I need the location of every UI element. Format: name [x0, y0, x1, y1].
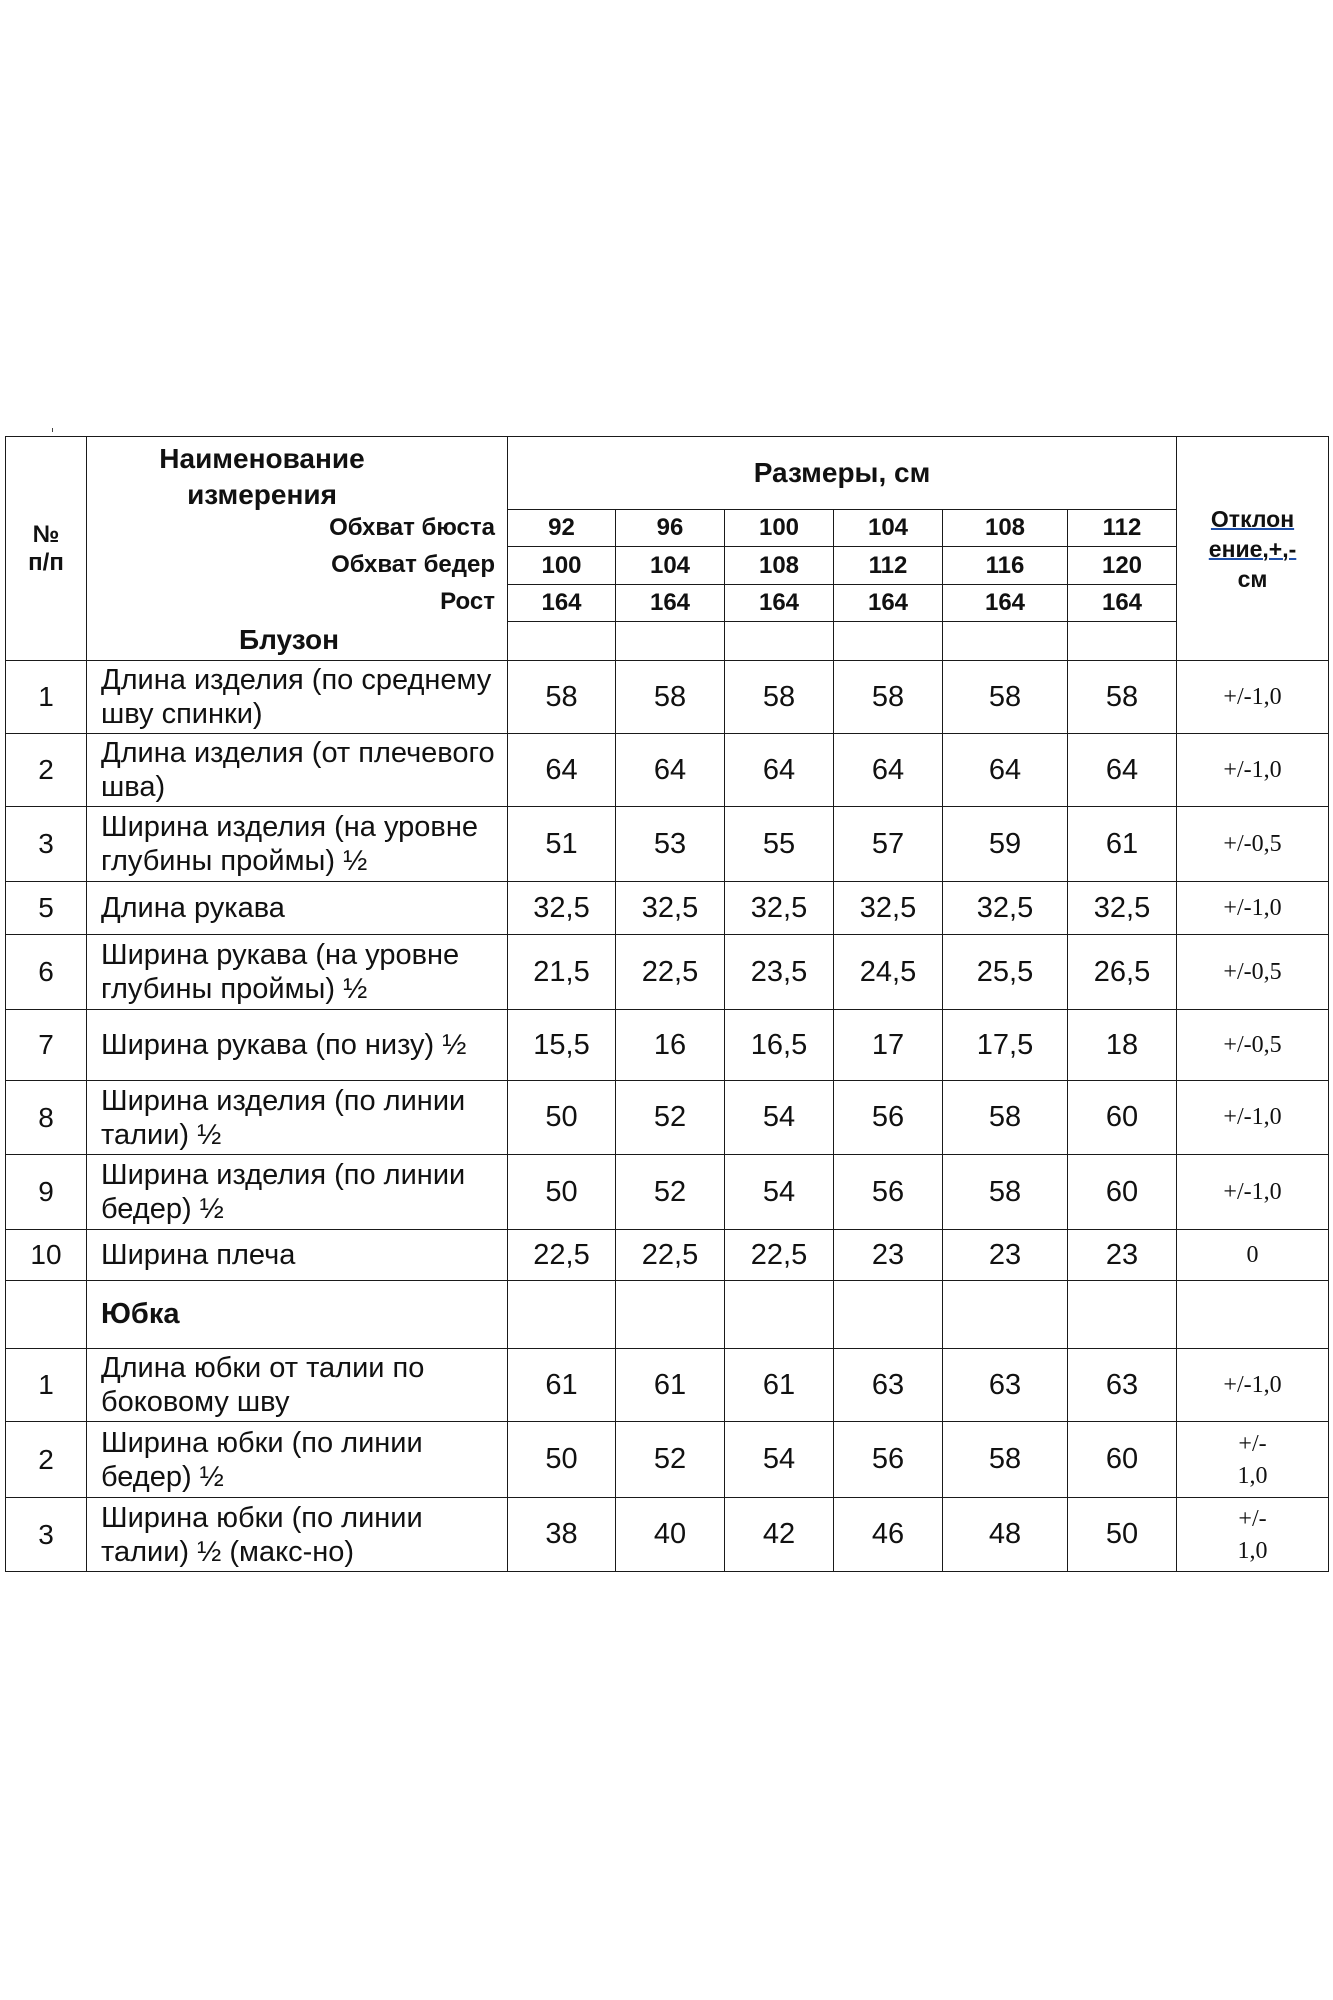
row-number: 7	[6, 1010, 87, 1081]
header-bust-label: Обхват бюста	[329, 514, 495, 541]
size-value: 23	[1068, 1230, 1177, 1281]
table-row	[6, 1155, 1329, 1230]
size-value: 52	[616, 1422, 725, 1498]
size-value: 23	[834, 1230, 943, 1281]
blank-cell	[616, 1281, 725, 1349]
tolerance-text: +/- 1,0	[1237, 1430, 1268, 1489]
bust-value: 112	[1068, 509, 1177, 547]
measurement-name: Длина изделия (по среднему шву спинки)	[87, 661, 508, 734]
section-header-row	[6, 1281, 1329, 1349]
size-value: 16,5	[725, 1010, 834, 1081]
table-row	[6, 1498, 1329, 1572]
size-value: 54	[725, 1422, 834, 1498]
size-value: 22,5	[725, 1230, 834, 1281]
size-value: 58	[834, 661, 943, 734]
tolerance-value: +/-1,0	[1177, 1349, 1329, 1422]
hips-value: 108	[725, 547, 834, 585]
size-value: 24,5	[834, 935, 943, 1010]
row-number: 10	[6, 1230, 87, 1281]
measurement-name: Ширина изделия (по линии бедер) ½	[87, 1155, 508, 1230]
tolerance-header	[1177, 437, 1329, 661]
bust-value: 100	[725, 509, 834, 547]
blank-cell	[725, 1281, 834, 1349]
height-value: 164	[834, 584, 943, 622]
blank-cell	[6, 1281, 87, 1349]
size-value: 58	[943, 1422, 1068, 1498]
tolerance-label-1: Отклон	[1210, 505, 1295, 532]
size-value: 50	[508, 1081, 616, 1155]
row-number: 8	[6, 1081, 87, 1155]
size-value: 64	[725, 734, 834, 807]
row-number: 2	[6, 1422, 87, 1498]
hips-value: 112	[834, 547, 943, 585]
size-value: 26,5	[1068, 935, 1177, 1010]
tolerance-value: +/-1,0	[1177, 882, 1329, 935]
measurement-name: Длина рукава	[87, 882, 508, 935]
size-value: 46	[834, 1498, 943, 1572]
size-value: 32,5	[834, 882, 943, 935]
size-value: 54	[725, 1081, 834, 1155]
tolerance-value: 0	[1177, 1230, 1329, 1281]
size-value: 55	[725, 807, 834, 882]
table-row	[6, 1230, 1329, 1281]
height-value: 164	[943, 584, 1068, 622]
num-header	[6, 437, 87, 661]
measurement-name: Ширина изделия (по линии талии) ½	[87, 1081, 508, 1155]
size-value: 22,5	[616, 1230, 725, 1281]
blank-cell	[1177, 1281, 1329, 1349]
table-row	[6, 1422, 1329, 1498]
size-value: 15,5	[508, 1010, 616, 1081]
sizes-header: Размеры, см	[508, 437, 1177, 510]
size-value: 42	[725, 1498, 834, 1572]
size-value: 58	[725, 661, 834, 734]
size-value: 61	[616, 1349, 725, 1422]
tolerance-value: +/-1,0	[1177, 734, 1329, 807]
size-value: 58	[508, 661, 616, 734]
table-row	[6, 807, 1329, 882]
blank-cell	[943, 1281, 1068, 1349]
size-value: 52	[616, 1155, 725, 1230]
size-value: 56	[834, 1081, 943, 1155]
size-value: 25,5	[943, 935, 1068, 1010]
table-body	[6, 437, 1329, 1572]
size-value: 63	[834, 1349, 943, 1422]
tolerance-value: +/-1,0	[1177, 1081, 1329, 1155]
size-value: 50	[508, 1422, 616, 1498]
tolerance-text: +/- 1,0	[1237, 1505, 1268, 1564]
bust-value: 96	[616, 509, 725, 547]
header-hips-label: Обхват бедер	[331, 551, 495, 578]
size-value: 57	[834, 807, 943, 882]
size-value: 61	[725, 1349, 834, 1422]
hips-value: 104	[616, 547, 725, 585]
measurement-name: Ширина юбки (по линии талии) ½ (макс-но)	[87, 1498, 508, 1572]
size-value: 48	[943, 1498, 1068, 1572]
size-value: 51	[508, 807, 616, 882]
size-value: 58	[616, 661, 725, 734]
size-value: 40	[616, 1498, 725, 1572]
section-title-blouson: Блузон	[239, 624, 339, 655]
blank-cell	[1068, 1281, 1177, 1349]
measurement-name: Ширина рукава (на уровне глубины проймы) ½	[87, 935, 508, 1010]
blank-cell	[725, 622, 834, 661]
section-title-skirt: Юбка	[87, 1281, 508, 1349]
size-value: 58	[943, 661, 1068, 734]
name-header	[87, 437, 508, 661]
hips-value: 120	[1068, 547, 1177, 585]
header-height-label: Рост	[440, 588, 495, 615]
size-value: 22,5	[616, 935, 725, 1010]
size-value: 56	[834, 1155, 943, 1230]
blank-cell	[508, 1281, 616, 1349]
tolerance-value: +/-0,5	[1177, 1010, 1329, 1081]
row-number: 5	[6, 882, 87, 935]
size-value: 52	[616, 1081, 725, 1155]
size-value: 64	[616, 734, 725, 807]
table-row	[6, 661, 1329, 734]
size-table	[5, 436, 1329, 1572]
size-value: 56	[834, 1422, 943, 1498]
size-value: 64	[508, 734, 616, 807]
size-value: 63	[943, 1349, 1068, 1422]
blank-cell	[943, 622, 1068, 661]
measurement-name: Ширина юбки (по линии бедер) ½	[87, 1422, 508, 1498]
size-value: 64	[943, 734, 1068, 807]
size-value: 63	[1068, 1349, 1177, 1422]
size-value: 17	[834, 1010, 943, 1081]
tolerance-value	[1177, 1422, 1329, 1498]
size-value: 23	[943, 1230, 1068, 1281]
tolerance-value	[1177, 1498, 1329, 1572]
blank-cell	[834, 622, 943, 661]
table-row	[6, 882, 1329, 935]
size-value: 32,5	[725, 882, 834, 935]
tolerance-value: +/-0,5	[1177, 935, 1329, 1010]
row-number: 3	[6, 807, 87, 882]
size-value: 18	[1068, 1010, 1177, 1081]
size-value: 32,5	[1068, 882, 1177, 935]
row-number: 2	[6, 734, 87, 807]
blank-cell	[834, 1281, 943, 1349]
blank-cell	[616, 622, 725, 661]
size-value: 23,5	[725, 935, 834, 1010]
size-value: 32,5	[943, 882, 1068, 935]
size-value: 61	[508, 1349, 616, 1422]
tolerance-value: +/-1,0	[1177, 661, 1329, 734]
measurement-name: Длина юбки от талии по боковому шву	[87, 1349, 508, 1422]
table-row	[6, 1349, 1329, 1422]
size-value: 53	[616, 807, 725, 882]
bust-value: 104	[834, 509, 943, 547]
row-number: 1	[6, 661, 87, 734]
table-row	[6, 1010, 1329, 1081]
size-value: 54	[725, 1155, 834, 1230]
size-value: 60	[1068, 1081, 1177, 1155]
size-value: 60	[1068, 1155, 1177, 1230]
height-value: 164	[1068, 584, 1177, 622]
row-number: 1	[6, 1349, 87, 1422]
size-value: 64	[1068, 734, 1177, 807]
blank-cell	[1068, 622, 1177, 661]
size-value: 16	[616, 1010, 725, 1081]
tolerance-value: +/-1,0	[1177, 1155, 1329, 1230]
tolerance-value: +/-0,5	[1177, 807, 1329, 882]
size-value: 21,5	[508, 935, 616, 1010]
size-value: 61	[1068, 807, 1177, 882]
height-value: 164	[725, 584, 834, 622]
table-row	[6, 1081, 1329, 1155]
table-row	[6, 734, 1329, 807]
size-value: 59	[943, 807, 1068, 882]
bust-value: 108	[943, 509, 1068, 547]
measurement-name: Длина изделия (от плечевого шва)	[87, 734, 508, 807]
size-value: 32,5	[508, 882, 616, 935]
blank-cell	[508, 622, 616, 661]
tolerance-label-2: ение,+,-	[1208, 535, 1297, 562]
measurement-name: Ширина изделия (на уровне глубины проймы) ½	[87, 807, 508, 882]
size-value: 58	[943, 1081, 1068, 1155]
size-value: 17,5	[943, 1010, 1068, 1081]
size-value: 58	[943, 1155, 1068, 1230]
tolerance-label-3: см	[1237, 565, 1268, 592]
num-header-label: № п/п	[28, 520, 64, 576]
hips-value: 100	[508, 547, 616, 585]
name-header-title: Наименование измерения	[159, 443, 365, 510]
size-value: 50	[1068, 1498, 1177, 1572]
size-value: 58	[1068, 661, 1177, 734]
table-row	[6, 935, 1329, 1010]
height-value: 164	[508, 584, 616, 622]
size-value: 32,5	[616, 882, 725, 935]
measurement-name: Ширина рукава (по низу) ½	[87, 1010, 508, 1081]
page-mark	[52, 428, 53, 432]
size-value: 50	[508, 1155, 616, 1230]
height-value: 164	[616, 584, 725, 622]
header-row	[6, 437, 1329, 510]
row-number: 6	[6, 935, 87, 1010]
hips-value: 116	[943, 547, 1068, 585]
bust-value: 92	[508, 509, 616, 547]
size-value: 38	[508, 1498, 616, 1572]
row-number: 9	[6, 1155, 87, 1230]
size-value: 22,5	[508, 1230, 616, 1281]
size-value: 60	[1068, 1422, 1177, 1498]
measurement-name: Ширина плеча	[87, 1230, 508, 1281]
row-number: 3	[6, 1498, 87, 1572]
size-value: 64	[834, 734, 943, 807]
